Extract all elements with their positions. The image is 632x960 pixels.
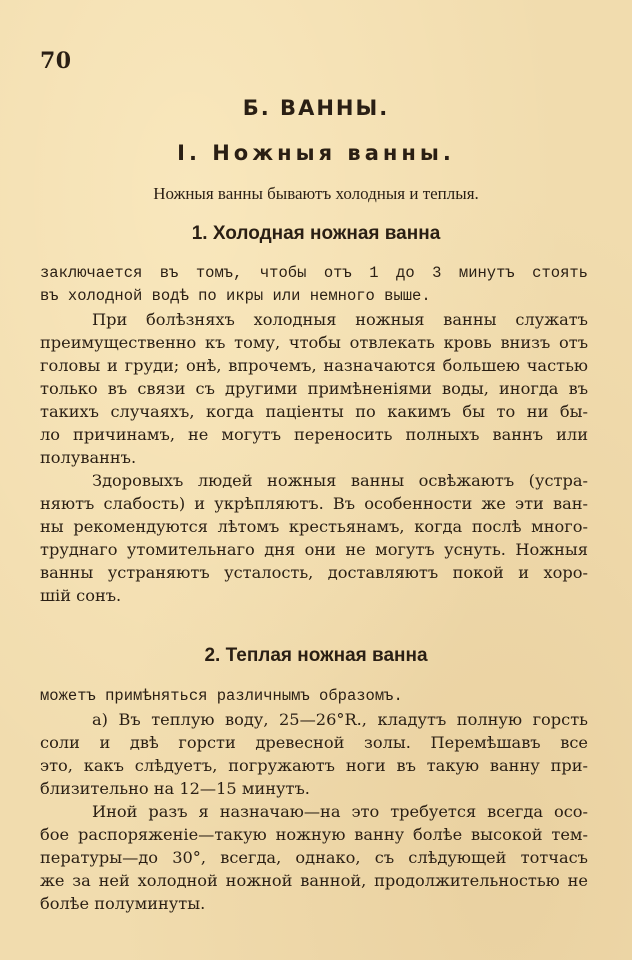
- text-line: ны рекомендуются лѣтомъ крестьянамъ, когда послѣ много-: [40, 517, 588, 536]
- text-line: пературы—до 30°, всегда, однако, съ слѣдующей тотчасъ: [40, 848, 588, 867]
- page-number: 70: [40, 48, 72, 74]
- text-line: это, какъ слѣдуетъ, погружаютъ ноги въ такую ванну при-: [40, 756, 588, 775]
- warm-bath-heading: 2. Теплая ножная ванна: [204, 645, 428, 666]
- text-line: соли и двѣ горсти древесной золы. Перемѣшавъ все: [40, 733, 588, 752]
- text-line: При болѣзняхъ холодныя ножныя ванны служатъ: [92, 310, 588, 329]
- text-line: ванны устраняютъ усталость, доставляютъ покой и хоро-: [40, 563, 588, 582]
- cold-bath-text: [40, 262, 588, 607]
- subsection-title: I. Ножныя ванны.: [177, 141, 455, 165]
- text-line: а) Въ теплую воду, 25—26°R., кладутъ полную горсть: [92, 710, 588, 729]
- text-line: головы и груди; онѣ, впрочемъ, назначаются большею частью: [40, 356, 588, 375]
- section-title: Б. ВАННЫ.: [242, 96, 390, 120]
- intro-sentence: Ножныя ванны бываютъ холодныя и теплыя.: [153, 184, 479, 203]
- cold-bath-heading: 1. Холодная ножная ванна: [191, 223, 441, 244]
- text-line: въ холодной водѣ по икры или немного выше.: [40, 287, 431, 305]
- text-line: болѣе полуминуты.: [40, 894, 206, 913]
- text-line: близительно на 12—15 минутъ.: [40, 779, 310, 798]
- warm-bath-text: [40, 685, 588, 915]
- text-line: няютъ слабость) и укрѣпляютъ. Въ особенности же эти ван-: [40, 494, 588, 513]
- text-line: же за ней холодной ножной ванной, продолжительностью не: [40, 871, 588, 890]
- text-line: полуваннъ.: [40, 448, 137, 467]
- text-line: Иной разъ я назначаю—на это требуется всегда осо-: [92, 802, 588, 821]
- text-line: шій сонъ.: [40, 586, 122, 605]
- text-line: ло причинамъ, не могутъ переносить полныхъ ваннъ или: [40, 425, 588, 444]
- text-line: бое распоряженіе—такую ножную ванну болѣе высокой тем-: [40, 825, 588, 844]
- text-line: заключается въ томъ, чтобы отъ 1 до 3 минутъ стоять: [40, 264, 588, 282]
- text-line: можетъ примѣняться различнымъ образомъ.: [40, 687, 403, 705]
- text-line: только въ связи съ другими примѣненiями воды, иногда въ: [40, 379, 588, 398]
- text-line: Здоровыхъ людей ножныя ванны освѣжаютъ (устра-: [92, 471, 588, 490]
- text-line: труднаго утомительнаго дня они не могутъ уснуть. Ножныя: [40, 540, 588, 559]
- text-line: преимущественно къ тому, чтобы отвлекать кровь внизъ отъ: [40, 333, 588, 352]
- text-line: такихъ случаяхъ, когда паціенты по какимъ бы то ни бы-: [40, 402, 588, 421]
